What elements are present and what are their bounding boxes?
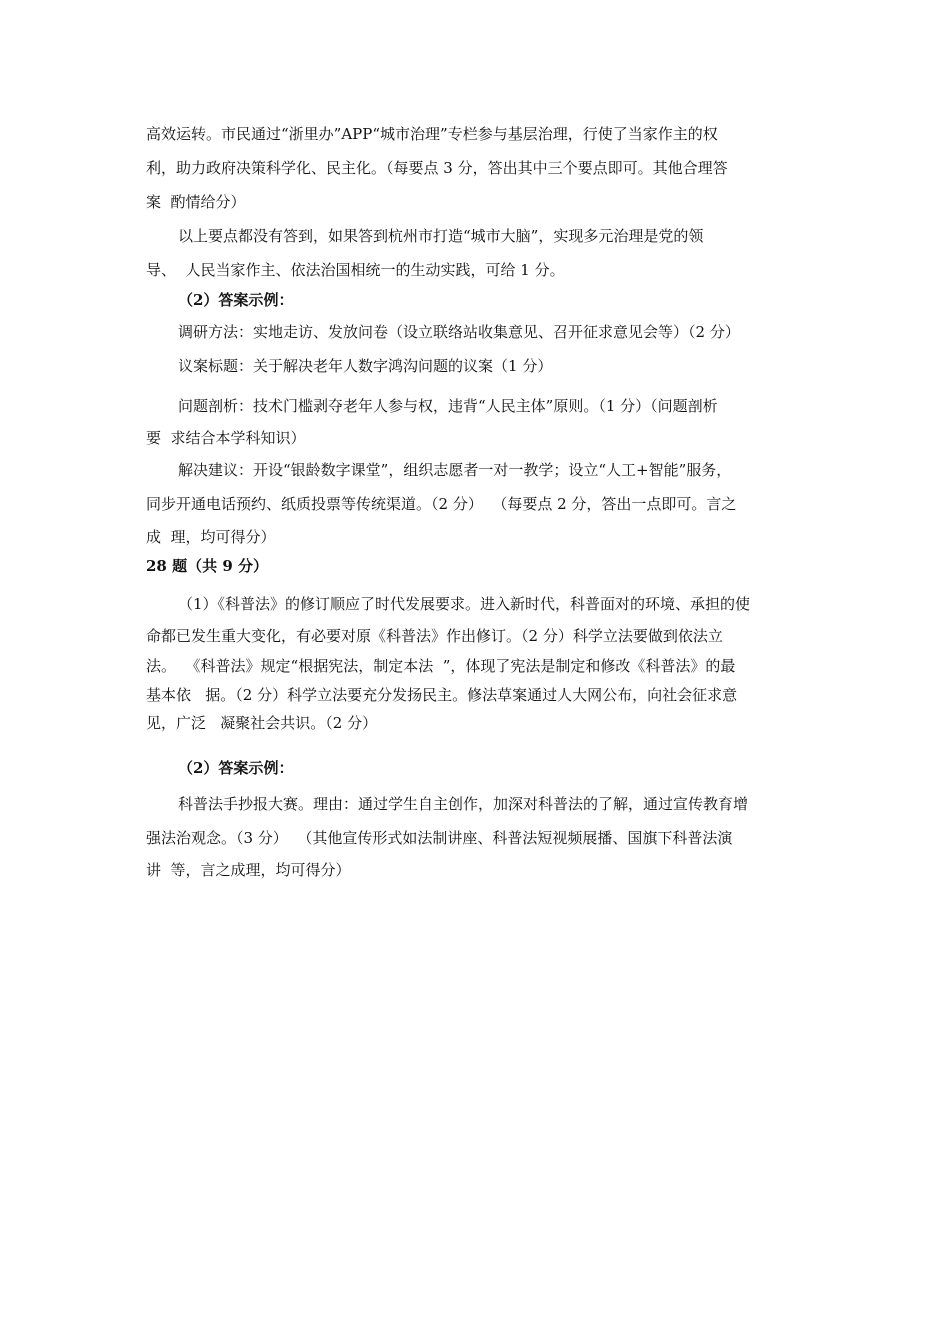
text-line: 案 酌情给分） <box>146 193 246 211</box>
text-line: 高效运转。市民通过“浙里办”APP“城市治理”专栏参与基层治理，行使了当家作主的权 <box>146 125 718 143</box>
text-line: 问题剖析：技术门槛剥夺老年人参与权，违背“人民主体”原则。（1 分）（问题剖析 <box>178 397 718 415</box>
text-line: 命都已发生重大变化，有必要对原《科普法》作出修订。（2 分）科学立法要做到依法立 <box>146 627 723 645</box>
text-line: 法。 《科普法》规定“根据宪法，制定本法 ”，体现了宪法是制定和修改《科普法》的最 <box>146 657 736 675</box>
text-line: 强法治观念。（3 分） （其他宣传形式如法制讲座、科普法短视频展播、国旗下科普法演 <box>146 829 733 847</box>
text-line: 导、 人民当家作主、依法治国相统一的生动实践，可给 1 分。 <box>146 261 565 279</box>
question-28-heading: 28 题（共 9 分） <box>146 557 268 575</box>
text-line: 利，助力政府决策科学化、民主化。（每要点 3 分，答出其中三个要点即可。其他合理答 <box>146 159 728 177</box>
text-line: （1）《科普法》的修订顺应了时代发展要求。进入新时代，科普面对的环境、承担的使 <box>178 595 751 613</box>
text-line: 基本依 据。（2 分）科学立法要充分发扬民主。修法草案通过人大网公布，向社会征求意 <box>146 686 738 704</box>
text-line: 见，广泛 凝聚社会共识。（2 分） <box>146 714 378 732</box>
text-line: 讲 等，言之成理，均可得分） <box>146 861 351 879</box>
text-line: 同步开通电话预约、纸质投票等传统渠道。（2 分） （每要点 2 分，答出一点即可。言之 <box>146 495 737 513</box>
text-line: 调研方法：实地走访、发放问卷（设立联络站收集意见、召开征求意见会等）（2 分） <box>178 323 740 341</box>
text-line: 科普法手抄报大赛。理由：通过学生自主创作，加深对科普法的了解，通过宣传教育增 <box>178 795 749 813</box>
text-line: 成 理，均可得分） <box>146 528 276 546</box>
answer-example-heading: （2）答案示例： <box>178 291 294 309</box>
text-line: 以上要点都没有答到，如果答到杭州市打造“城市大脑”，实现多元治理是党的领 <box>178 227 704 245</box>
text-line: 要 求结合本学科知识） <box>146 429 306 447</box>
text-line: 解决建议：开设“银龄数字课堂”，组织志愿者一对一教学；设立“人工+智能”服务， <box>178 461 732 479</box>
answer-example-heading: （2）答案示例： <box>178 759 294 777</box>
text-line: 议案标题：关于解决老年人数字鸿沟问题的议案（1 分） <box>178 357 553 375</box>
